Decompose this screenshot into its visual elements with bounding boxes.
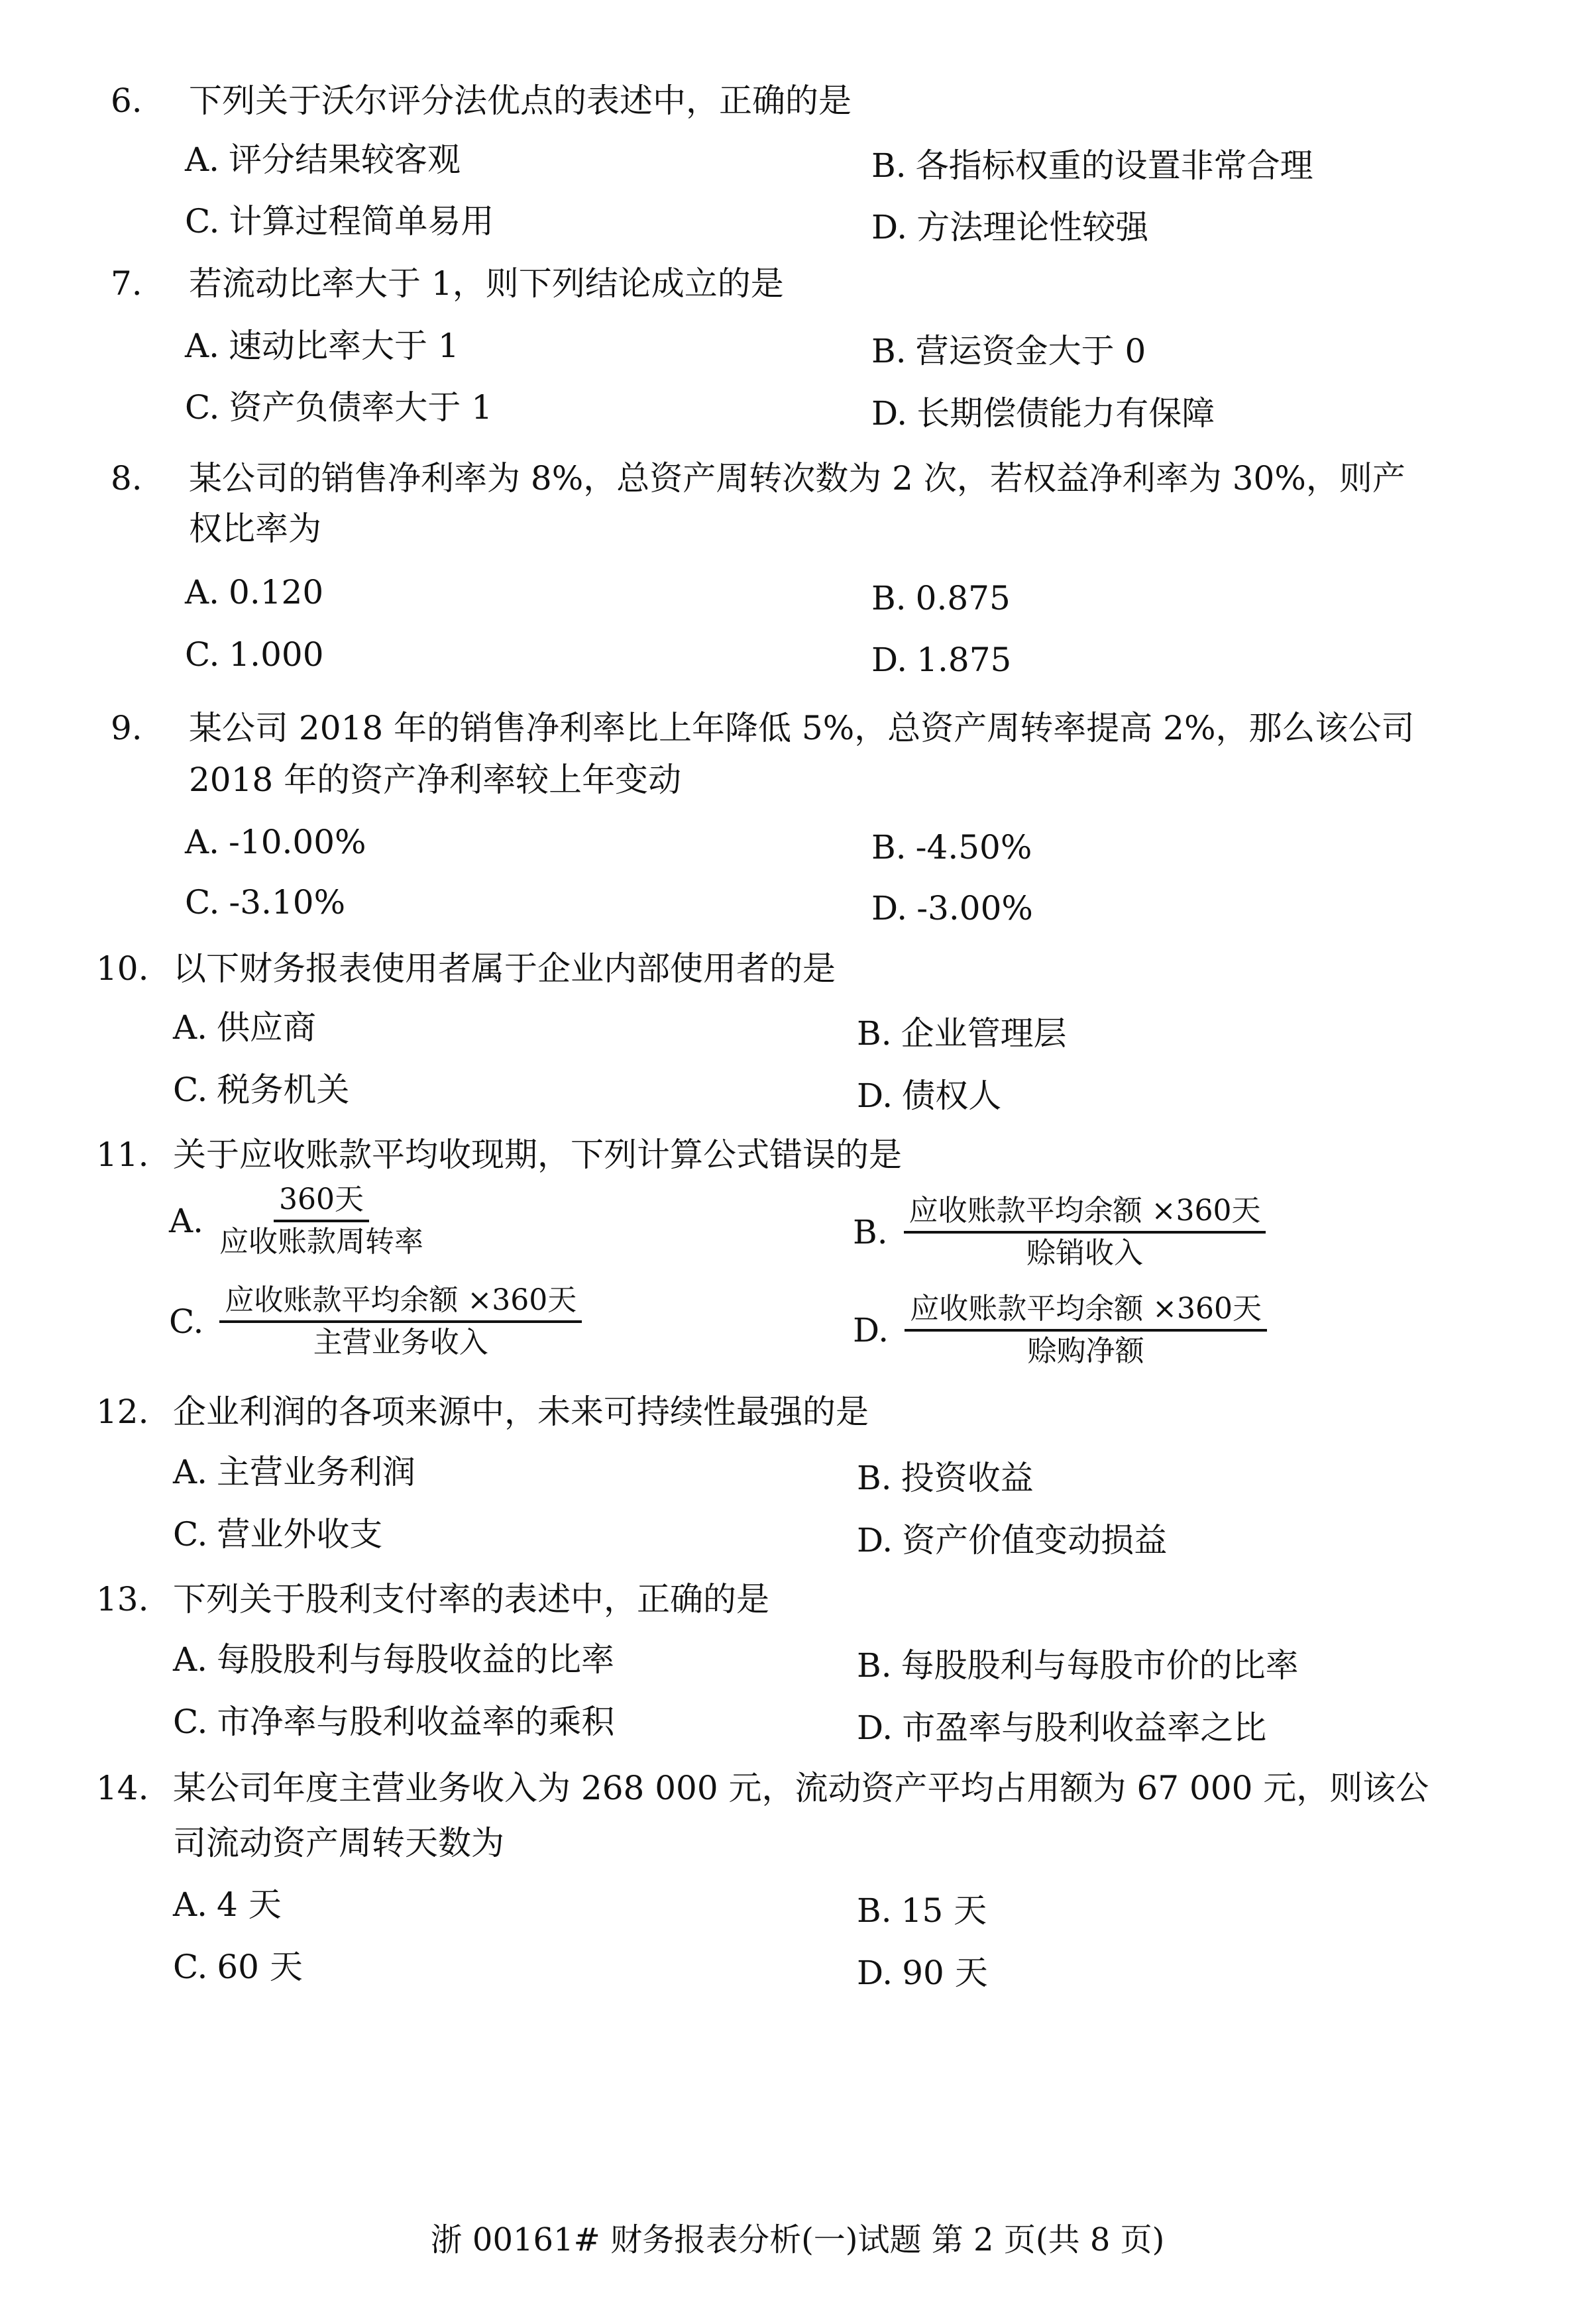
option-text: 市盈率与股利收益率之比 xyxy=(902,1709,1267,1747)
question-number: 12. xyxy=(96,1393,149,1431)
option-d[interactable] xyxy=(857,1520,1167,1560)
question-number: 11. xyxy=(96,1136,149,1174)
question-stem: 下列关于股利支付率的表述中，正确的是 xyxy=(173,1580,769,1618)
formula-numerator: 应收账款平均余额 ×360天 xyxy=(905,1291,1267,1332)
option-text: 资产负债率大于 1 xyxy=(229,388,493,427)
option-text: 方法理论性较强 xyxy=(916,208,1149,246)
option-text: 4 天 xyxy=(217,1885,282,1924)
option-label: A. xyxy=(173,1640,208,1679)
option-d[interactable] xyxy=(857,1076,1001,1116)
formula-fraction xyxy=(904,1192,1266,1272)
option-label: C. xyxy=(173,1515,208,1554)
question-number: 10. xyxy=(96,949,149,988)
option-label: D. xyxy=(871,889,908,927)
option-text: 各指标权重的设置非常合理 xyxy=(915,146,1313,185)
option-text: -4.50% xyxy=(915,828,1032,867)
formula-numerator: 360天 xyxy=(274,1181,369,1222)
option-a[interactable] xyxy=(173,1008,316,1047)
option-label: D. xyxy=(871,641,908,679)
option-text: 市净率与股利收益率的乘积 xyxy=(217,1703,615,1741)
option-label: B. xyxy=(871,828,907,867)
option-label: D. xyxy=(857,1954,893,1992)
option-label: C. xyxy=(173,1703,208,1741)
formula-fraction xyxy=(219,1282,582,1361)
question-stem: 某公司年度主营业务收入为 268 000 元，流动资产平均占用额为 67 000 元，则该公 xyxy=(173,1769,1429,1807)
option-label: C. xyxy=(185,388,220,427)
formula-numerator: 应收账款平均余额 ×360天 xyxy=(904,1192,1266,1234)
question-number: 7. xyxy=(111,264,142,303)
option-text: 投资收益 xyxy=(901,1459,1034,1497)
option-label: B. xyxy=(871,146,907,185)
option-label: C. xyxy=(173,1071,208,1109)
option-b[interactable] xyxy=(871,146,1313,185)
question-stem: 权比率为 xyxy=(189,509,321,548)
option-label: D. xyxy=(871,394,908,433)
question-stem: 某公司的销售净利率为 8%，总资产周转次数为 2 次，若权益净利率为 30%，则产 xyxy=(189,459,1405,498)
question-stem: 企业利润的各项来源中，未来可持续性最强的是 xyxy=(173,1393,869,1431)
formula-denominator: 主营业务收入 xyxy=(313,1326,488,1359)
page-footer: 浙 00161# 财务报表分析(一)试题 第 2 页(共 8 页) xyxy=(430,2221,1165,2258)
option-label: A. xyxy=(173,1453,208,1491)
option-b[interactable] xyxy=(857,1458,1034,1498)
question-number: 6. xyxy=(111,81,142,120)
question-number: 13. xyxy=(96,1580,149,1618)
option-text: 债权人 xyxy=(902,1077,1002,1115)
question-stem: 若流动比率大于 1，则下列结论成立的是 xyxy=(189,264,784,303)
option-label: B. xyxy=(871,579,907,617)
option-a[interactable] xyxy=(173,1640,614,1679)
question-number: 14. xyxy=(96,1769,149,1807)
option-text: 评分结果较客观 xyxy=(229,140,461,179)
option-a[interactable] xyxy=(169,1181,423,1261)
option-d[interactable] xyxy=(871,888,1033,928)
option-a[interactable] xyxy=(173,1452,415,1492)
option-label: C. xyxy=(185,883,220,922)
option-text: 0.875 xyxy=(915,579,1011,617)
question-stem: 下列关于沃尔评分法优点的表述中，正确的是 xyxy=(189,81,852,120)
option-a[interactable] xyxy=(185,572,323,612)
option-text: 税务机关 xyxy=(217,1071,350,1109)
option-text: 15 天 xyxy=(901,1891,987,1930)
option-text: 速动比率大于 1 xyxy=(229,327,459,365)
option-text: 营业外收支 xyxy=(217,1515,383,1554)
formula-denominator: 应收账款周转率 xyxy=(219,1225,424,1259)
option-c[interactable] xyxy=(185,201,494,241)
option-d[interactable] xyxy=(871,394,1215,433)
option-d[interactable] xyxy=(871,207,1148,247)
formula-fraction xyxy=(219,1181,423,1261)
option-label: A. xyxy=(173,1885,208,1924)
option-label: A. xyxy=(185,327,220,365)
option-label: C. xyxy=(185,202,220,240)
formula-numerator: 应收账款平均余额 ×360天 xyxy=(219,1282,582,1323)
option-b[interactable] xyxy=(871,827,1032,867)
option-label: D. xyxy=(871,208,908,246)
question-stem: 某公司 2018 年的销售净利率比上年降低 5%，总资产周转率提高 2%，那么该公司 xyxy=(189,709,1415,747)
option-label: C. xyxy=(185,635,220,674)
option-d[interactable] xyxy=(853,1291,1267,1370)
option-label: B. xyxy=(853,1213,888,1251)
option-text: 1.000 xyxy=(229,635,324,674)
option-label: A. xyxy=(185,140,220,179)
option-label: D. xyxy=(857,1521,893,1559)
option-text: 每股股利与每股市价的比率 xyxy=(901,1646,1299,1685)
option-c[interactable] xyxy=(185,635,324,674)
formula-denominator: 赊销收入 xyxy=(1026,1236,1144,1270)
option-label: B. xyxy=(871,332,907,370)
option-text: 长期偿债能力有保障 xyxy=(916,394,1215,433)
option-label: D. xyxy=(853,1311,889,1349)
question-number: 8. xyxy=(111,459,142,498)
option-label: B. xyxy=(857,1014,892,1053)
option-label: B. xyxy=(857,1891,892,1930)
option-c[interactable] xyxy=(169,1282,582,1361)
option-c[interactable] xyxy=(173,1514,382,1554)
option-label: D. xyxy=(857,1709,893,1747)
option-c[interactable] xyxy=(173,1702,614,1742)
option-text: 0.120 xyxy=(229,573,324,611)
question-stem: 关于应收账款平均收现期，下列计算公式错误的是 xyxy=(173,1136,902,1174)
formula-fraction xyxy=(905,1291,1267,1370)
option-a[interactable] xyxy=(185,822,366,862)
option-a[interactable] xyxy=(173,1885,282,1925)
option-label: B. xyxy=(857,1459,892,1497)
option-b[interactable] xyxy=(871,331,1146,371)
option-b[interactable] xyxy=(853,1192,1266,1272)
option-label: B. xyxy=(857,1646,892,1685)
option-text: -3.10% xyxy=(229,883,346,922)
option-text: 计算过程简单易用 xyxy=(229,202,494,240)
option-d[interactable] xyxy=(871,640,1011,680)
option-label: D. xyxy=(857,1077,893,1115)
option-label: C. xyxy=(173,1948,208,1986)
question-stem: 以下财务报表使用者属于企业内部使用者的是 xyxy=(173,949,836,988)
option-c[interactable] xyxy=(185,388,492,427)
option-d[interactable] xyxy=(857,1708,1266,1748)
option-text: 90 天 xyxy=(902,1954,988,1992)
option-text: 1.875 xyxy=(916,641,1012,679)
option-label: A. xyxy=(185,573,220,611)
option-c[interactable] xyxy=(173,1947,303,1987)
option-a[interactable] xyxy=(185,140,461,180)
option-text: 60 天 xyxy=(217,1948,303,1986)
option-text: -10.00% xyxy=(229,823,366,861)
option-text: 供应商 xyxy=(217,1008,317,1047)
option-text: -3.00% xyxy=(916,889,1033,927)
option-b[interactable] xyxy=(871,578,1011,618)
option-label: C. xyxy=(169,1302,204,1341)
option-label: A. xyxy=(169,1202,204,1240)
question-stem: 司流动资产周转天数为 xyxy=(173,1824,504,1862)
formula-denominator: 赊购净额 xyxy=(1027,1334,1144,1368)
option-text: 营运资金大于 0 xyxy=(915,332,1146,370)
question-stem: 2018 年的资产净利率较上年变动 xyxy=(189,761,682,799)
option-b[interactable] xyxy=(857,1014,1067,1053)
option-b[interactable] xyxy=(857,1646,1299,1685)
option-c[interactable] xyxy=(185,882,345,922)
option-label: A. xyxy=(173,1008,208,1047)
option-text: 主营业务利润 xyxy=(217,1453,416,1491)
option-b[interactable] xyxy=(857,1891,987,1930)
option-text: 每股股利与每股收益的比率 xyxy=(217,1640,615,1679)
option-text: 资产价值变动损益 xyxy=(902,1521,1168,1559)
option-d[interactable] xyxy=(857,1953,988,1993)
option-a[interactable] xyxy=(185,326,459,366)
option-text: 企业管理层 xyxy=(901,1014,1067,1053)
option-label: A. xyxy=(185,823,220,861)
question-number: 9. xyxy=(111,709,142,747)
option-c[interactable] xyxy=(173,1070,349,1110)
